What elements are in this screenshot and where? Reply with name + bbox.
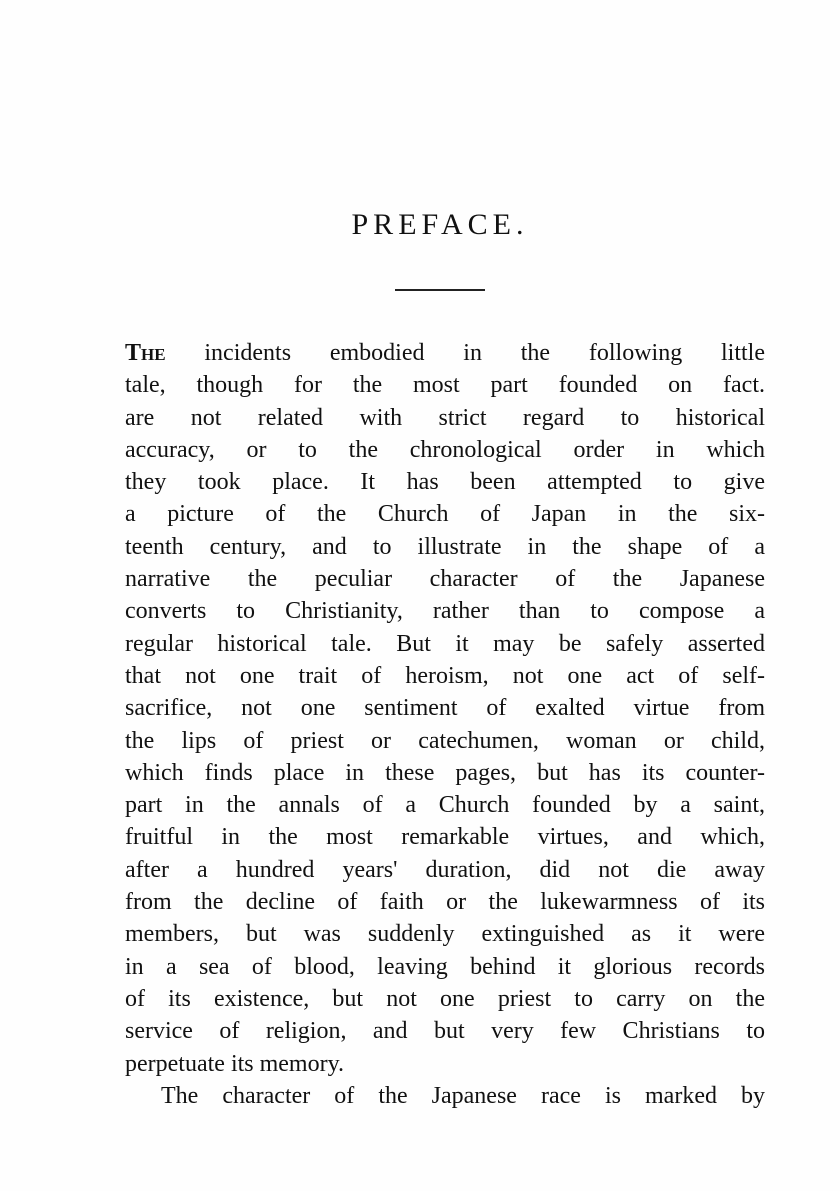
text-line: fruitful in the most remarkable virtues, and which, bbox=[125, 824, 765, 851]
text-line: a picture of the Church of Japan in the six- bbox=[125, 501, 765, 528]
text-line: from the decline of faith or the lukewarmness of its bbox=[125, 889, 765, 916]
text-line: they took place. It has been attempted to give bbox=[125, 469, 765, 496]
text-line: after a hundred years' duration, did not die away bbox=[125, 856, 765, 883]
text-line: that not one trait of heroism, not one act of self- bbox=[125, 662, 765, 689]
text-line: service of religion, and but very few Christians to bbox=[125, 1018, 765, 1045]
title-rule-divider bbox=[395, 289, 485, 291]
text-line: the lips of priest or catechumen, woman or child, bbox=[125, 727, 765, 754]
text-line: members, but was suddenly extinguished as it were bbox=[125, 921, 765, 948]
text-line: narrative the peculiar character of the Japanese bbox=[125, 566, 765, 593]
preface-body bbox=[125, 337, 765, 1112]
text-line: are not related with strict regard to historical bbox=[125, 404, 765, 431]
text-line: The incidents embodied in the following little bbox=[125, 340, 765, 366]
page-title: PREFACE. bbox=[351, 208, 529, 241]
text-line: which finds place in these pages, but has its counter- bbox=[125, 759, 765, 786]
text-line: The character of the Japanese race is marked by bbox=[161, 1082, 765, 1109]
text-line: part in the annals of a Church founded by a saint, bbox=[125, 792, 765, 819]
text-line: tale, though for the most part founded on fact. bbox=[125, 372, 765, 399]
text-line: converts to Christianity, rather than to compose a bbox=[125, 598, 765, 625]
text-line: regular historical tale. But it may be safely asserted bbox=[125, 630, 765, 657]
text-line: of its existence, but not one priest to carry on the bbox=[125, 985, 765, 1012]
text-line: sacrifice, not one sentiment of exalted virtue from bbox=[125, 695, 765, 722]
text-line: teenth century, and to illustrate in the shape of a bbox=[125, 533, 765, 560]
text-line: accuracy, or to the chronological order in which bbox=[125, 436, 765, 463]
lead-word: The bbox=[125, 340, 166, 366]
text-line: in a sea of blood, leaving behind it glorious records bbox=[125, 953, 765, 980]
text-line: perpetuate its memory. bbox=[125, 1050, 345, 1077]
